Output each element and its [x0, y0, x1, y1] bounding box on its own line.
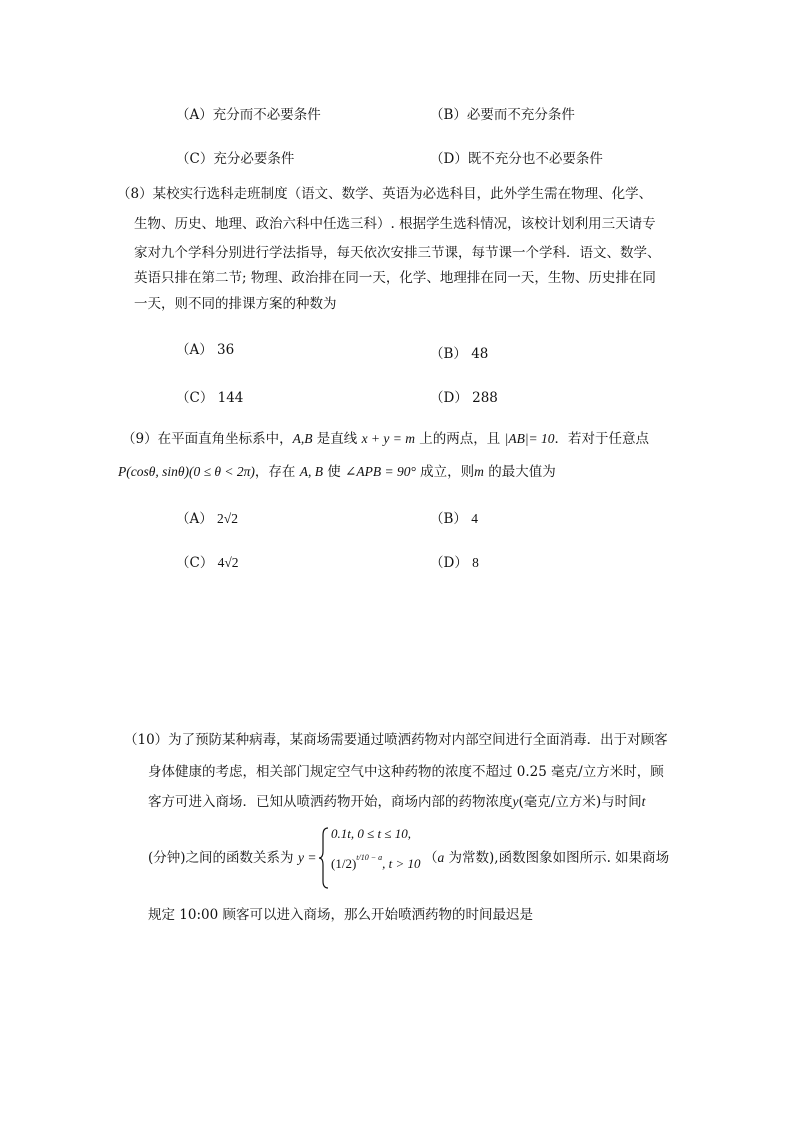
q10-case-2-condition: , t > 10: [382, 856, 421, 871]
q9-text: 上的两点，且: [415, 431, 505, 447]
q10-case-2: [331, 853, 421, 872]
q10-case-2-base: (1/2): [331, 856, 357, 871]
q9-text: 使: [322, 464, 346, 480]
q8-option-a: （A） 36: [176, 342, 235, 358]
q8-stem-line-5: 一天，则不同的排课方案的种数为: [134, 296, 337, 312]
q9-ab-length: |AB|= 10: [504, 431, 555, 446]
q10-text: 为常数),函数图象如图所示. 如果商场: [444, 850, 670, 866]
q9-option-d-prefix: （D）: [430, 555, 473, 571]
q10-case-1: 0.1t, 0 ≤ t ≤ 10,: [331, 826, 411, 841]
q10-stem-line-1: （10）为了预防某种病毒，某商场需要通过喷洒药物对内部空间进行全面消毒．出于对顾客: [124, 732, 668, 748]
q8-stem-line-3: 家对九个学科分别进行学法指导，每天依次安排三节课，每节课一个学科．语文、数学、: [134, 245, 661, 261]
q9-text: （9）在平面直角坐标系中，: [122, 431, 293, 447]
q8-stem-line-4: 英语只排在第二节; 物理、政治排在同一天，化学、地理排在同一天，生物、历史排在同: [134, 270, 656, 286]
q9-option-a-value: 2√2: [217, 511, 238, 526]
q9-line-equation: x + y = m: [361, 431, 416, 446]
q9-option-d: [430, 551, 479, 571]
q10-function-suffix: [424, 848, 669, 868]
q10-case-2-exponent: t/10 − a: [356, 853, 383, 862]
q10-text: 客方可进入商场．已知从喷洒药物开始，商场内部的药物浓度: [148, 794, 513, 810]
q8-stem-line-2: 生物、历史、地理、政治六科中任选三科）. 根据学生选科情况，该校计划利用三天请专: [134, 216, 656, 232]
q7-option-c: （C）充分必要条件: [176, 151, 295, 167]
q8-option-b: （B） 48: [430, 346, 489, 362]
q9-ab: A, B: [299, 464, 323, 479]
q8-stem-line-1: （8）某校实行选科走班制度（语文、数学、英语为必选科目，此外学生需在物理、化学、: [117, 186, 653, 202]
q9-m: m: [474, 464, 484, 479]
q9-text: 是直线: [312, 431, 362, 447]
q9-stem-line-2: [118, 462, 556, 482]
q9-text: ．若对于任意点: [554, 431, 650, 447]
q7-option-a: （A）充分而不必要条件: [176, 107, 321, 123]
q9-option-c-prefix: （C）: [176, 555, 218, 571]
q10-text: （: [424, 850, 438, 866]
q9-option-a-prefix: （A）: [176, 511, 218, 527]
q9-option-d-value: 8: [472, 555, 479, 570]
q9-option-b-value: 4: [471, 511, 478, 526]
q10-function-y: y =: [298, 850, 317, 865]
q9-text: 成立，则: [415, 464, 475, 480]
q9-text: 的最大值为: [483, 464, 556, 480]
q9-option-a: [176, 507, 238, 527]
q9-option-b-prefix: （B）: [430, 511, 472, 527]
q9-stem-line-1: [122, 429, 649, 449]
q8-option-d: （D） 288: [430, 390, 498, 406]
q9-option-b: [430, 507, 478, 527]
q7-option-d: （D）既不充分也不必要条件: [430, 151, 603, 167]
q10-function-prefix: (分钟)之间的函数关系为: [148, 850, 294, 866]
q10-var-y: y: [512, 794, 519, 809]
q10-text: (毫克/立方米)与时间: [518, 794, 642, 810]
q9-point-p: P(cosθ, sinθ)(0 ≤ θ < 2π): [118, 464, 255, 479]
q10-var-a: a: [437, 850, 445, 865]
q10-stem-line-5: 规定 10:00 顾客可以进入商场，那么开始喷洒药物的时间最迟是: [148, 907, 533, 923]
q7-option-b: （B）必要而不充分条件: [430, 107, 575, 123]
q10-var-t: t: [641, 794, 646, 809]
q10-stem-line-2: 身体健康的考虑，相关部门规定空气中这种药物的浓度不超过 0.25 毫克/立方米时，顾: [148, 764, 664, 780]
q9-text: ，存在: [254, 464, 300, 480]
q10-stem-line-3: [148, 792, 645, 812]
q9-ab: A,B: [292, 431, 313, 446]
q9-angle: ∠APB = 90°: [345, 464, 416, 479]
q8-option-c: （C） 144: [176, 390, 244, 406]
q9-option-c-value: 4√2: [217, 555, 239, 570]
brace-icon: [318, 827, 330, 889]
q9-option-c: [176, 551, 239, 571]
